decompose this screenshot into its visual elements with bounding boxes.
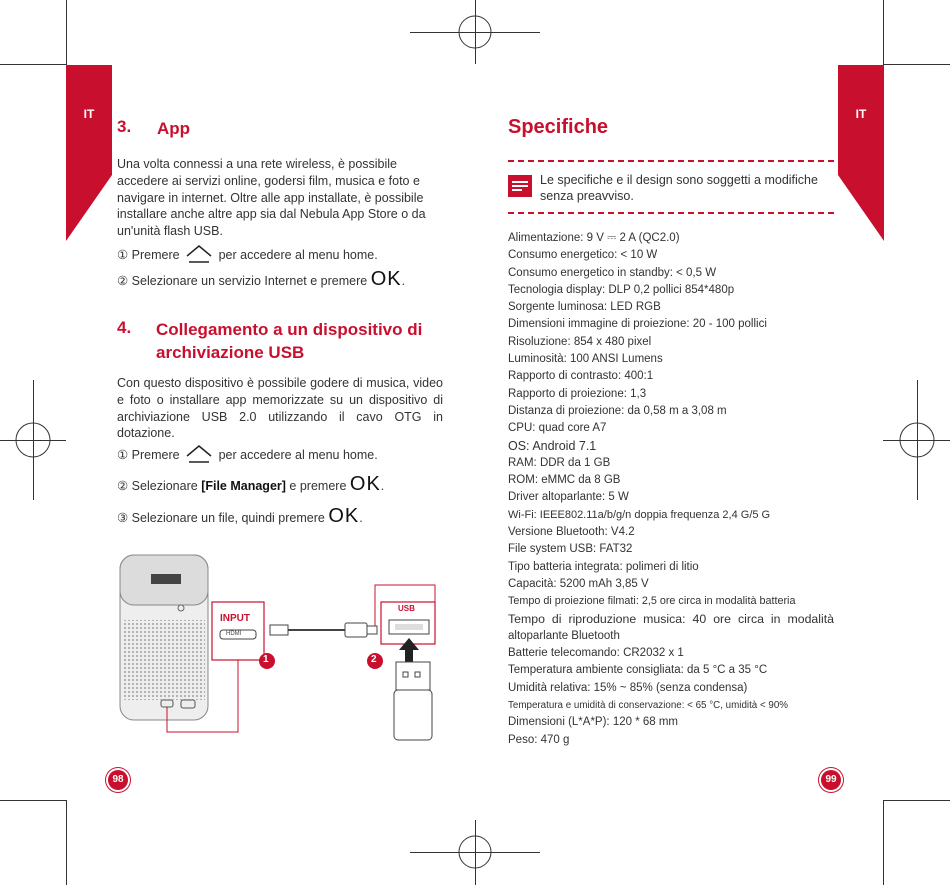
- home-icon: [185, 245, 213, 263]
- divider: [508, 212, 834, 214]
- language-tab-left: [66, 65, 112, 175]
- file-manager-label: [File Manager]: [201, 479, 286, 493]
- spec-item: Alimentazione: 9 V ⎓ 2 A (QC2.0): [508, 232, 680, 244]
- usb-connection-diagram: [115, 550, 455, 745]
- step-text: ② Selezionare un servizio Internet e premere: [117, 274, 368, 288]
- step-text: per accedere al menu home.: [218, 248, 378, 262]
- spec-item: Luminosità: 100 ANSI Lumens: [508, 353, 663, 366]
- spec-item: Tempo di riproduzione musica: 40 ore circa in modalità: [508, 611, 834, 626]
- usb-port-label: USB: [398, 604, 415, 613]
- step-text: e premere: [289, 479, 347, 493]
- ok-button-glyph: OK: [370, 268, 402, 290]
- section-title-line: Collegamento a un dispositivo di: [156, 320, 423, 339]
- spec-item: Temperatura e umidità di conservazione: < 65 °C, umidità < 90%: [508, 700, 789, 712]
- spec-item: ROM: eMMC da 8 GB: [508, 474, 621, 487]
- spec-item: Peso: 470 g: [508, 733, 570, 746]
- step-text: ① Premere: [117, 248, 180, 262]
- spec-item: Temperatura ambiente consigliata: da 5 °C a 35 °C: [508, 664, 768, 677]
- spec-item: Dimensioni (L*A*P): 120 * 68 mm: [508, 716, 679, 729]
- note-icon: [508, 175, 532, 197]
- spec-item: Sorgente luminosa: LED RGB: [508, 301, 661, 314]
- step-text: ② Selezionare: [117, 479, 198, 493]
- spec-item: Risoluzione: 854 x 480 pixel: [508, 335, 652, 348]
- section-number: 4.: [117, 318, 132, 337]
- note-text: Le specifiche e il design sono soggetti a modifiche senza preavviso.: [540, 173, 818, 203]
- spec-item: Distanza di proiezione: da 0,58 m a 3,08 m: [508, 404, 727, 417]
- divider: [508, 160, 834, 162]
- spec-item: Consumo energetico: < 10 W: [508, 249, 658, 262]
- language-tab-label: IT: [83, 107, 95, 121]
- page-title: Specifiche: [508, 116, 609, 138]
- spec-item: Driver altoparlante: 5 W: [508, 491, 629, 504]
- ok-button-glyph: OK: [349, 473, 381, 495]
- spec-item: CPU: quad core A7: [508, 422, 607, 435]
- ok-button-glyph: OK: [328, 505, 360, 527]
- input-port-label: INPUT: [220, 613, 250, 624]
- app-step-2: ② Selezionare un servizio Internet e premere OK.: [117, 268, 406, 290]
- spec-item: Versione Bluetooth: V4.2: [508, 526, 635, 539]
- spec-item: Rapporto di contrasto: 400:1: [508, 370, 654, 383]
- section-usb-heading: [117, 318, 423, 362]
- section-title: [156, 318, 422, 364]
- app-paragraph: Una volta connessi a una rete wireless, è possibile accedere ai servizi online, godersi film, musica e foto e navigare in internet. Oltre alle app installate, è possibile installare anche altre app sia dal Nebula App Store o da un'unità flash USB.: [117, 157, 426, 239]
- usb-step-2: ② Selezionare [File Manager] e premere OK.: [117, 473, 385, 495]
- language-tab-label: IT: [855, 107, 867, 121]
- callout-1: 1: [263, 654, 269, 665]
- callout-2: 2: [371, 654, 377, 665]
- spec-item: Tempo di proiezione filmati: 2,5 ore circa in modalità batteria: [508, 595, 796, 608]
- spec-item: Umidità relativa: 15% ~ 85% (senza condensa): [508, 681, 748, 694]
- spec-item: Dimensioni immagine di proiezione: 20 - 100 pollici: [508, 318, 767, 331]
- spec-item: File system USB: FAT32: [508, 543, 633, 556]
- spec-item: RAM: DDR da 1 GB: [508, 456, 611, 469]
- spec-item: Batterie telecomando: CR2032 x 1: [508, 647, 684, 660]
- section-title-line: archiviazione USB: [156, 343, 305, 362]
- language-tab-right: [838, 65, 884, 175]
- spec-item: Tecnologia display: DLP 0,2 pollici 854*480p: [508, 283, 735, 296]
- section-title: App: [157, 119, 191, 138]
- spec-item: Consumo energetico in standby: < 0,5 W: [508, 266, 717, 279]
- step-text: ③ Selezionare un file, quindi premere: [117, 511, 325, 525]
- usb-paragraph: Con questo dispositivo è possibile godere di musica, video e foto o installare app memorizzate su un dispositivo di archiviazione USB 2.0 utilizzando il cavo OTG in dotazione.: [117, 376, 443, 441]
- spec-item: Capacità: 5200 mAh 3,85 V: [508, 577, 649, 590]
- step-text: ① Premere: [117, 448, 180, 462]
- spec-list: [508, 230, 834, 749]
- spec-item: Wi-Fi: IEEE802.11a/b/g/n doppia frequenza 2,4 G/5 G: [508, 508, 771, 521]
- app-step-1: [117, 245, 378, 263]
- spec-item: OS: Android 7.1: [508, 438, 597, 453]
- spec-item: Tipo batteria integrata: polimeri di litio: [508, 560, 699, 573]
- usb-step-3: ③ Selezionare un file, quindi premere OK.: [117, 505, 363, 527]
- port-text: HDMI: [226, 631, 242, 637]
- section-number: 3.: [117, 117, 132, 136]
- page-number-left: 98: [108, 770, 128, 790]
- section-app-heading: [117, 117, 191, 138]
- step-text: per accedere al menu home.: [218, 448, 378, 462]
- usb-step-1: [117, 445, 378, 463]
- home-icon: [185, 445, 213, 463]
- page-number-right: 99: [821, 770, 841, 790]
- diagram-drawing: [115, 550, 455, 745]
- spec-item: altoparlante Bluetooth: [508, 629, 620, 642]
- spec-item: Rapporto di proiezione: 1,3: [508, 387, 647, 400]
